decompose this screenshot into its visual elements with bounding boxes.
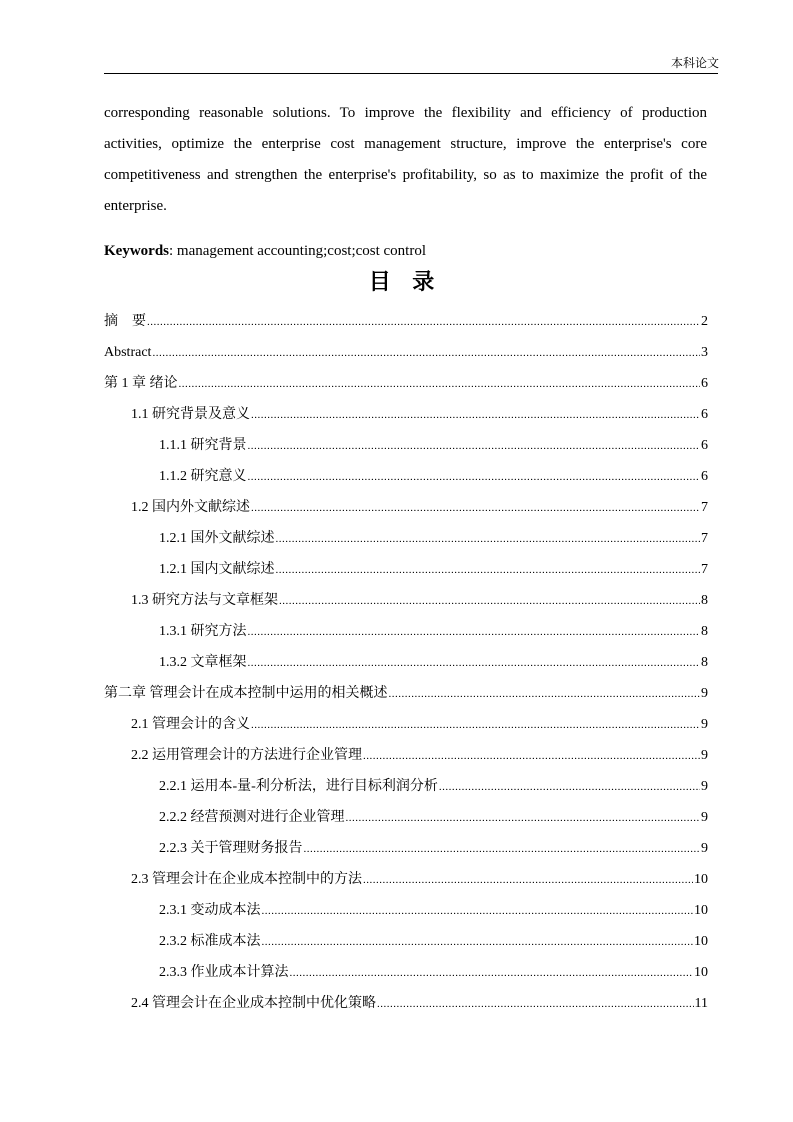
toc-entry-page-number: 2: [701, 314, 708, 329]
toc-entry-label: 2.2.1 运用本-量-利分析法，进行目标利润分析: [159, 779, 438, 794]
toc-entry-page-number: 9: [701, 841, 708, 856]
toc-entry-page-number: 6: [701, 438, 708, 453]
toc-title: 目 录: [368, 269, 443, 294]
toc-entry-label: 第二章 管理会计在成本控制中运用的相关概述: [104, 686, 388, 701]
page-header-label: 本科论文: [670, 56, 719, 70]
header-divider: [104, 73, 718, 74]
toc-dot-leader: [290, 958, 694, 989]
keywords-line: [104, 240, 707, 262]
toc-dot-leader: [276, 524, 701, 555]
toc-entry[interactable]: [104, 399, 708, 430]
toc-entry-label: 2.4 管理会计在企业成本控制中优化策略: [131, 996, 376, 1011]
toc-dot-leader: [152, 338, 700, 369]
toc-dot-leader: [248, 431, 701, 462]
toc-dot-leader: [363, 865, 693, 896]
toc-entry-page-number: 11: [694, 996, 708, 1011]
toc-entry-page-number: 10: [694, 934, 708, 949]
toc-dot-leader: [389, 679, 701, 710]
toc-entry-label: 2.3.2 标准成本法: [159, 934, 261, 949]
toc-entry-label: 2.2.3 关于管理财务报告: [159, 841, 303, 856]
toc-entry-page-number: 6: [701, 469, 708, 484]
abstract-text: corresponding reasonable solutions. To improve the flexibility and efficiency of production activities, optimize the enterprise cost management structure, improve the enterprise's core competitiveness and strengthen the enterprise's profitability, so as to maximize the profit of the enterprise.: [104, 105, 707, 214]
toc-entry-page-number: 6: [701, 407, 708, 422]
toc-dot-leader: [279, 586, 700, 617]
toc-entry[interactable]: [104, 616, 708, 647]
toc-entry-page-number: 7: [701, 500, 708, 515]
toc-entry[interactable]: [104, 926, 708, 957]
toc-dot-leader: [248, 617, 701, 648]
toc-dot-leader: [262, 896, 694, 927]
toc-entry-label: 2.2.2 经营预测对进行企业管理: [159, 810, 345, 825]
toc-dot-leader: [251, 400, 700, 431]
toc-entry[interactable]: [104, 740, 708, 771]
keywords-value: management accounting;cost;cost control: [176, 243, 427, 259]
toc-entry-label: 1.2.1 国内文献综述: [159, 562, 275, 577]
toc-dot-leader: [346, 803, 701, 834]
toc-entry[interactable]: [104, 771, 708, 802]
toc-entry[interactable]: [104, 864, 708, 895]
toc-entry-page-number: 10: [694, 965, 708, 980]
toc-entry[interactable]: [104, 492, 708, 523]
toc-entry[interactable]: [104, 368, 708, 399]
toc-dot-leader: [262, 927, 694, 958]
toc-entry-label: 1.1 研究背景及意义: [131, 407, 250, 422]
toc-dot-leader: [439, 772, 700, 803]
toc-dot-leader: [179, 369, 701, 400]
toc-entry[interactable]: [104, 988, 708, 1019]
toc-entry-page-number: 10: [694, 903, 708, 918]
toc-dot-leader: [251, 493, 700, 524]
toc-entry[interactable]: [104, 678, 708, 709]
toc-entry-label: 第 1 章 绪论: [104, 376, 178, 391]
toc-dot-leader: [363, 741, 700, 772]
toc-entry-page-number: 6: [701, 376, 708, 391]
toc-entry-page-number: 9: [701, 779, 708, 794]
toc-entry[interactable]: [104, 461, 708, 492]
toc-dot-leader: [251, 710, 700, 741]
toc-entry-label: 1.3.1 研究方法: [159, 624, 247, 639]
toc-entry-label: 1.3.2 文章框架: [159, 655, 247, 670]
toc-entry[interactable]: [104, 709, 708, 740]
toc-entry[interactable]: [104, 523, 708, 554]
toc-entry-page-number: 10: [694, 872, 708, 887]
toc-entry-label: 1.2 国内外文献综述: [131, 500, 250, 515]
toc-entry[interactable]: [104, 647, 708, 678]
toc-entry-label: 2.3.1 变动成本法: [159, 903, 261, 918]
table-of-contents: [104, 306, 708, 1019]
toc-dot-leader: [276, 555, 701, 586]
toc-entry-page-number: 8: [701, 655, 708, 670]
toc-entry[interactable]: [104, 585, 708, 616]
toc-entry[interactable]: [104, 833, 708, 864]
toc-entry[interactable]: [104, 337, 708, 368]
toc-entry[interactable]: [104, 895, 708, 926]
toc-entry-label: 2.2 运用管理会计的方法进行企业管理: [131, 748, 362, 763]
toc-entry-label: Abstract: [104, 345, 152, 360]
keywords-separator: :: [169, 243, 177, 259]
toc-entry[interactable]: [104, 802, 708, 833]
toc-entry-page-number: 8: [701, 624, 708, 639]
toc-entry-page-number: 9: [701, 748, 708, 763]
toc-entry-page-number: 9: [701, 717, 708, 732]
keywords-label: Keywords: [104, 243, 169, 259]
toc-entry-label: 摘 要: [104, 314, 146, 329]
toc-dot-leader: [248, 462, 701, 493]
toc-entry-label: 1.1.1 研究背景: [159, 438, 247, 453]
toc-entry-page-number: 9: [701, 810, 708, 825]
toc-dot-leader: [304, 834, 701, 865]
toc-entry-label: 1.2.1 国外文献综述: [159, 531, 275, 546]
toc-entry-page-number: 3: [701, 345, 708, 360]
toc-entry[interactable]: [104, 554, 708, 585]
toc-entry-label: 2.1 管理会计的含义: [131, 717, 250, 732]
toc-entry-label: 2.3.3 作业成本计算法: [159, 965, 289, 980]
toc-entry-page-number: 7: [701, 562, 708, 577]
toc-entry-label: 1.3 研究方法与文章框架: [131, 593, 278, 608]
toc-dot-leader: [248, 648, 701, 679]
toc-entry-page-number: 8: [701, 593, 708, 608]
toc-entry-page-number: 9: [701, 686, 708, 701]
toc-entry-page-number: 7: [701, 531, 708, 546]
toc-entry[interactable]: [104, 957, 708, 988]
toc-dot-leader: [147, 307, 700, 338]
toc-entry-label: 1.1.2 研究意义: [159, 469, 247, 484]
toc-entry[interactable]: [104, 430, 708, 461]
toc-entry-label: 2.3 管理会计在企业成本控制中的方法: [131, 872, 362, 887]
toc-dot-leader: [377, 989, 694, 1020]
toc-entry[interactable]: [104, 306, 708, 337]
